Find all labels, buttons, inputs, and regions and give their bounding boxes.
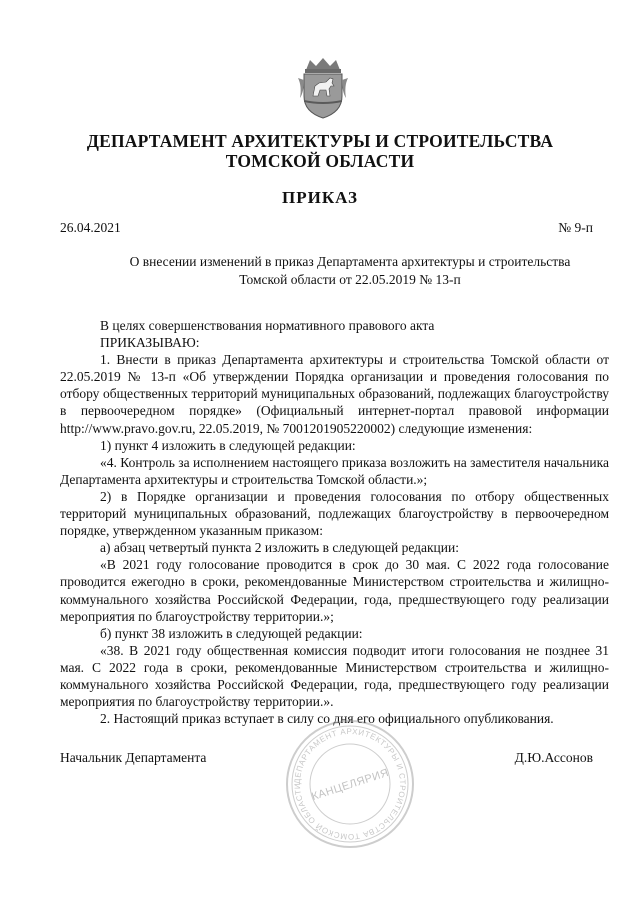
- order-number: № 9-п: [558, 220, 593, 235]
- department-name-line2: ТОМСКОЙ ОБЛАСТИ: [225, 151, 415, 171]
- order-subject: [60, 253, 640, 289]
- body-paragraph: ПРИКАЗЫВАЮ:: [100, 335, 200, 351]
- order-subject-line1: О внесении изменений в приказ Департамента архитектуры и строительства: [129, 254, 571, 269]
- body-paragraph: «В 2021 году голосование проводится в срок до 30 мая. С 2022 года голосование проводится ежегодно в сроки, рекомендованные Министерством строительства и жилищно-коммунального хозяйства Российской Федерации, года, предшествующего году реализации мероприятия по благоустройству территории.»;: [60, 557, 609, 624]
- order-date: 26.04.2021: [60, 220, 121, 235]
- department-name-line1: ДЕПАРТАМЕНТ АРХИТЕКТУРЫ И СТРОИТЕЛЬСТВА: [86, 131, 554, 151]
- document-type-title: ПРИКАЗ: [282, 188, 358, 207]
- body-paragraph: «38. В 2021 году общественная комиссия подводит итоги голосования не позднее 31 мая. С 2022 года в сроки, рекомендованные Министерством строительства и жилищно-коммунального хозяйства Российской Федерации, года, предшествующего году реализации мероприятия по благоустройству территории.».: [60, 642, 609, 710]
- stamp-ring-text: ДЕПАРТАМЕНТ АРХИТЕКТУРЫ И СТРОИТЕЛЬСТВА ТОМСКОЙ ОБЛАСТИ: [292, 726, 408, 842]
- signatory-name: Д.Ю.Ассонов: [514, 750, 593, 765]
- body-paragraph: «4. Контроль за исполнением настоящего приказа возложить на заместителя начальника Департамента архитектуры и строительства Томской области.»;: [60, 454, 609, 487]
- order-body: [60, 317, 609, 727]
- stamp-center-text: КАНЦЕЛЯРИЯ: [310, 766, 391, 804]
- signatory-position: Начальник Департамента: [60, 750, 207, 765]
- body-paragraph: а) абзац четвертый пункта 2 изложить в следующей редакции:: [100, 540, 459, 556]
- body-paragraph: 2. Настоящий приказ вступает в силу со дня его официального опубликования.: [100, 711, 554, 727]
- tomsk-coat-of-arms-icon: [296, 56, 350, 120]
- body-paragraph: 1) пункт 4 изложить в следующей редакции:: [100, 437, 356, 453]
- body-paragraph: 2) в Порядке организации и проведения голосования по отбору общественных территорий муниципальных образований, подлежащих благоустройству в первоочередном порядке, утвержденном указанным приказом:: [60, 488, 609, 539]
- office-stamp: [284, 718, 416, 850]
- body-paragraph: б) пункт 38 изложить в следующей редакции:: [100, 625, 363, 641]
- body-paragraph: 1. Внести в приказ Департамента архитектуры и строительства Томской области от 22.05.2019 № 13-п «Об утверждении Порядка организации и проведения голосования по отбору общественных территорий муниципальных образований, подлежащих благоустройству в первоочередном порядке» (Официальный интернет-портал правовой информации http://www.pravo.gov.ru, 22.05.2019, № 7001201905220002) следующие изменения:: [60, 352, 609, 436]
- body-paragraph: В целях совершенствования нормативного правового акта: [100, 318, 435, 333]
- order-subject-line2: Томской области от 22.05.2019 № 13-п: [239, 272, 461, 287]
